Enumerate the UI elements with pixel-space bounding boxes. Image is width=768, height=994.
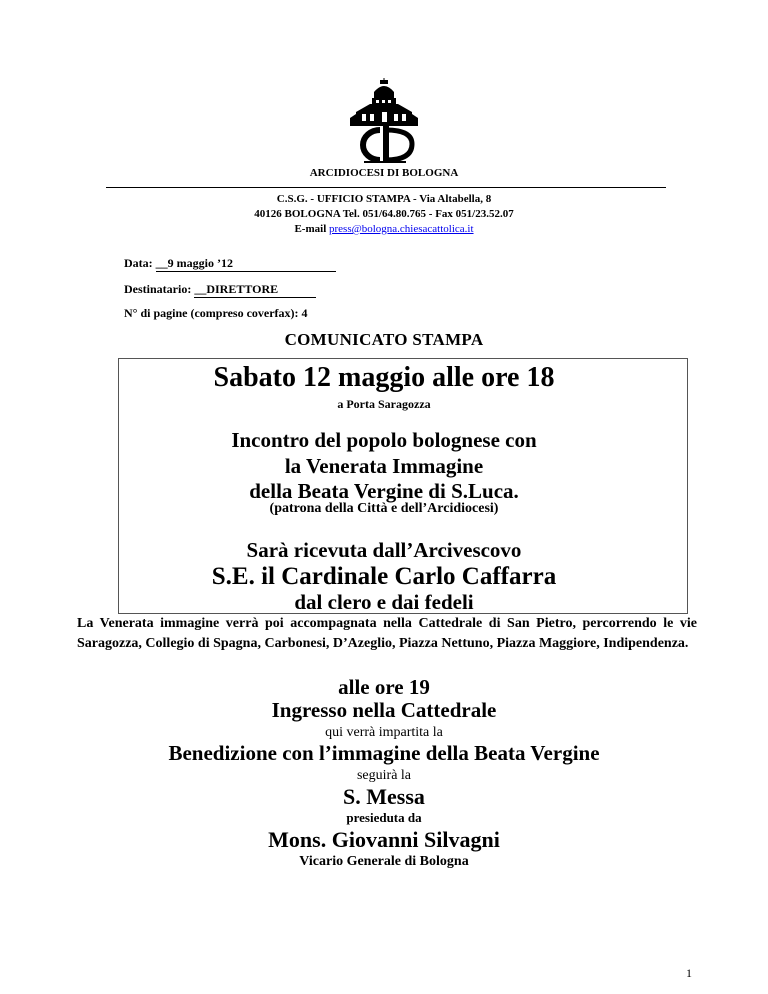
email-label: E-mail (294, 223, 327, 235)
email-link[interactable]: press@bologna.chiesacattolica.it (329, 223, 474, 235)
event-location: a Porta Saragozza (337, 397, 431, 411)
meeting-line-1: Incontro del popolo bolognese con (231, 428, 537, 452)
recipient-value: __DIRETTORE (194, 282, 316, 298)
pages-label: N° di pagine (compreso coverfax): (124, 306, 299, 320)
imparted-line: qui verrà impartita la (325, 725, 443, 740)
mass-line: S. Messa (343, 784, 425, 809)
recipient-label: Destinatario: (124, 282, 192, 296)
patrona-note: (patrona della Città e dell’Arcidiocesi) (269, 501, 499, 516)
org-name: ARCIDIOCESI DI BOLOGNA (309, 167, 459, 179)
received-line: Sarà ricevuta dall’Arcivescovo (246, 538, 522, 562)
blessing-line: Benedizione con l’immagine della Beata Vergine (168, 741, 600, 765)
address-line: 40126 BOLOGNA Tel. 051/64.80.765 - Fax 051/23.52.07 (254, 208, 514, 220)
date-value: __9 maggio ’12 (156, 256, 336, 272)
pages-field (124, 306, 308, 321)
recipient-field (124, 282, 316, 298)
page-number: 1 (686, 966, 692, 980)
entry-time: alle ore 19 (338, 675, 430, 699)
date-field (124, 256, 336, 272)
celebrant-role: Vicario Generale di Bologna (299, 854, 469, 869)
followed-line: seguirà la (356, 768, 412, 783)
celebrant-name: Mons. Giovanni Silvagni (268, 827, 500, 852)
event-headline: Sabato 12 maggio alle ore 18 (213, 362, 555, 393)
document-title: COMUNICATO STAMPA (284, 330, 484, 349)
meeting-line-3: della Beata Vergine di S.Luca. (249, 479, 519, 503)
date-label: Data: (124, 256, 153, 270)
email-line (0, 223, 768, 235)
route-paragraph: La Venerata immagine verrà poi accompagnata nella Cattedrale di San Pietro, percorrendo le vie Saragozza, Collegio di Spagna, Carbonesi, D’Azeglio, Piazza Nettuno, Piazza Maggiore, Indipendenza. (77, 616, 697, 651)
cathedral-monogram-logo (336, 78, 432, 164)
meeting-line-2: la Venerata Immagine (284, 454, 484, 478)
office-line: C.S.G. - UFFICIO STAMPA - Via Altabella, 8 (276, 193, 492, 205)
presided-line: presieduta da (346, 810, 422, 825)
cardinal-name: S.E. il Cardinale Carlo Caffarra (211, 563, 557, 590)
pages-value: 4 (301, 306, 308, 320)
header-divider (106, 187, 666, 188)
clergy-line: dal clero e dai fedeli (294, 590, 474, 614)
entry-line: Ingresso nella Cattedrale (271, 698, 497, 722)
